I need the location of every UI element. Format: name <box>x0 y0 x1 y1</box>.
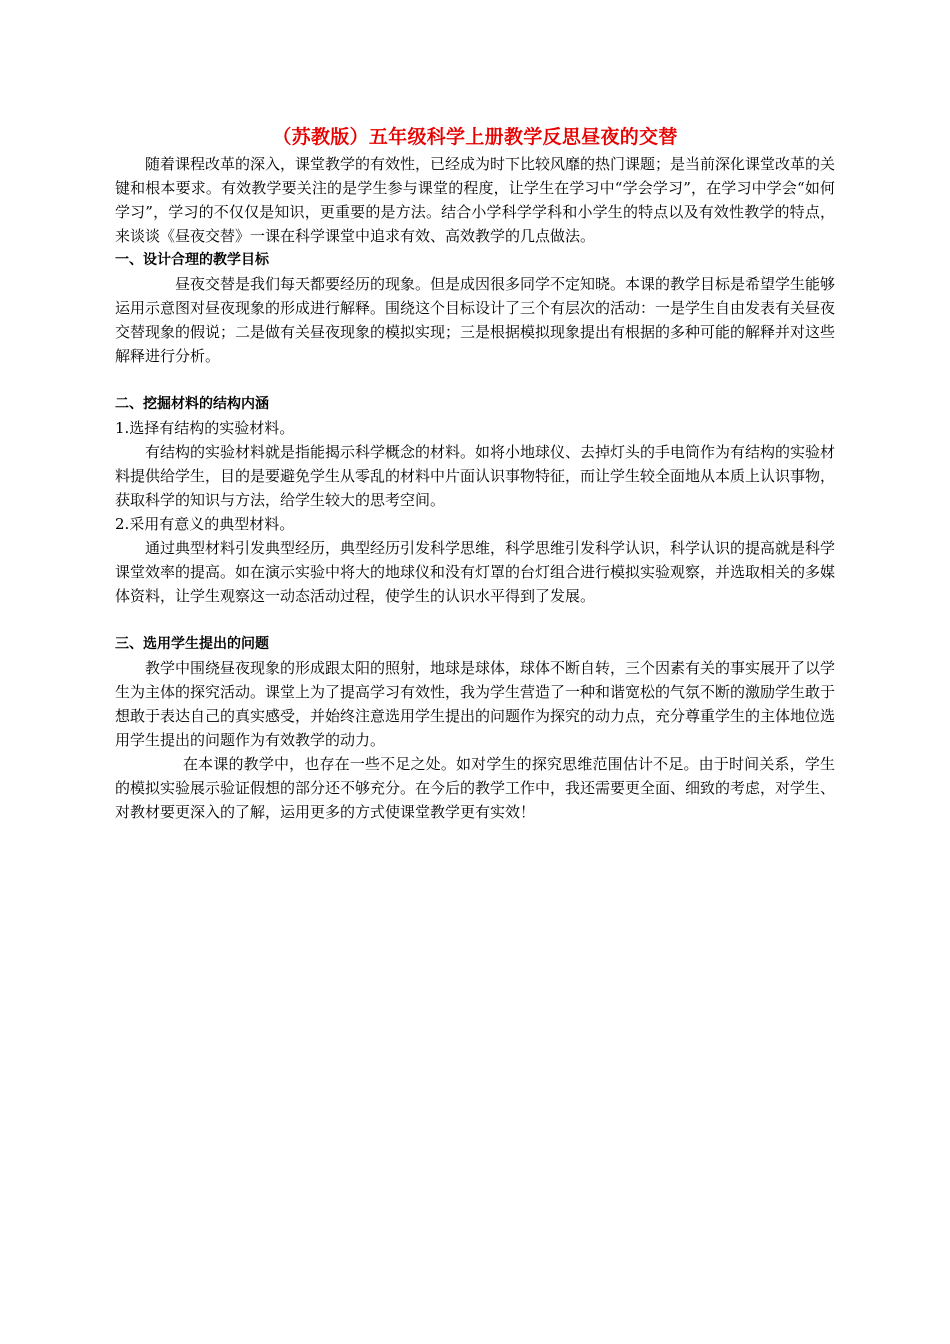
section2-item1-title: 1.选择有结构的实验材料。 <box>115 419 295 437</box>
section3-heading: 三、选用学生提出的问题 <box>115 636 269 652</box>
spacer <box>115 608 835 632</box>
section2-heading: 二、挖掘材料的结构内涵 <box>115 396 269 412</box>
document-title: （苏教版）五年级科学上册教学反思昼夜的交替 <box>272 126 678 148</box>
closing-paragraph: 在本课的教学中，也存在一些不足之处。如对学生的探究思维范围估计不足。由于时间关系，学生的模拟实验展示验证假想的部分还不够充分。在今后的教学工作中，我还需要更全面、细致的考虑，对学生、对教材要更深入的了解，运用更多的方式使课堂教学更有实效！ <box>115 755 836 821</box>
section1-heading: 一、设计合理的教学目标 <box>115 252 269 268</box>
section2-item1-paragraph: 有结构的实验材料就是指能揭示科学概念的材料。如将小地球仪、去掉灯头的手电筒作为有结构的实验材料提供给学生，目的是要避免学生从零乱的材料中片面认识事物特征，而让学生较全面地从本质上认识事物，获取科学的知识与方法，给学生较大的思考空间。 <box>115 443 836 509</box>
section1-paragraph: 昼夜交替是我们每天都要经历的现象。但是成因很多同学不定知晓。本课的教学目标是希望学生能够运用示意图对昼夜现象的形成进行解释。围绕这个目标设计了三个有层次的活动：一是学生自由发表有关昼夜交替现象的假说；二是做有关昼夜现象的模拟实现；三是根据模拟现象提出有根据的多种可能的解释并对这些解释进行分析。 <box>115 275 836 365</box>
section2-item2-paragraph: 通过典型材料引发典型经历，典型经历引发科学思维，科学思维引发科学认识，科学认识的提高就是科学课堂效率的提高。如在演示实验中将大的地球仪和没有灯罩的台灯组合进行模拟实验观察，并选取相关的多媒体资料，让学生观察这一动态活动过程，使学生的认识水平得到了发展。 <box>115 539 836 605</box>
section3-paragraph: 教学中围绕昼夜现象的形成跟太阳的照射，地球是球体，球体不断自转，三个因素有关的事实展开了以学生为主体的探究活动。课堂上为了提高学习有效性，我为学生营造了一种和谐宽松的气氛不断的激励学生敢于想敢于表达自己的真实感受，并始终注意选用学生提出的问题作为探究的动力点，充分尊重学生的主体地位选用学生提出的问题作为有效教学的动力。 <box>115 659 836 749</box>
document-page <box>115 122 835 824</box>
spacer <box>115 368 835 392</box>
section2-item2-title: 2.采用有意义的典型材料。 <box>115 515 295 533</box>
intro-paragraph: 随着课程改革的深入，课堂教学的有效性，已经成为时下比较风靡的热门课题；是当前深化课堂改革的关键和根本要求。有效教学要关注的是学生参与课堂的程度，让学生在学习中“学会学习”，在学习中学会“如何学习”，学习的不仅仅是知识，更重要的是方法。结合小学科学学科和小学生的特点以及有效性教学的特点，来谈谈《昼夜交替》一课在科学课堂中追求有效、高效教学的几点做法。 <box>115 155 836 245</box>
